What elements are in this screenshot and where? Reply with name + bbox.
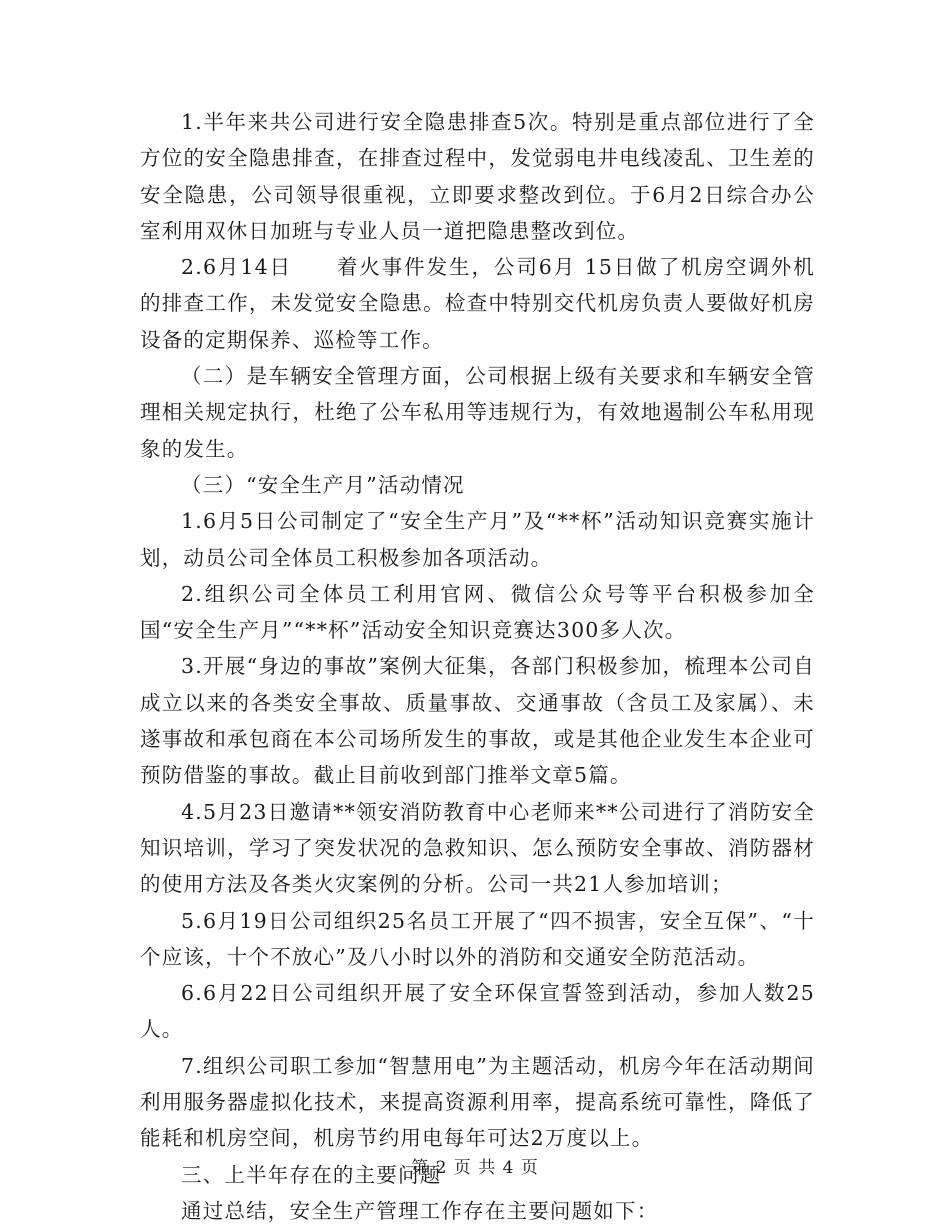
document-body: [140, 104, 815, 1229]
paragraph: 1.半年来共公司进行安全隐患排查5次。特别是重点部位进行了全方位的安全隐患排查，在排查过程中，发觉弱电井电线凌乱、卫生差的安全隐患，公司领导很重视，立即要求整改到位。于6月2日综合办公室利用双休日加班与专业人员一道把隐患整改到位。: [140, 110, 815, 243]
paragraph: 2.6月14日 着火事件发生，公司6月 15日做了机房空调外机的排查工作，未发觉安全隐患。检查中特别交代机房负责人要做好机房设备的定期保养、巡检等工作。: [140, 255, 815, 352]
paragraph: 2.组织公司全体员工利用官网、微信公众号等平台积极参加全国“安全生产月”“**杯”活动安全知识竞赛达300多人次。: [140, 581, 815, 643]
paragraph: 通过总结，安全生产管理工作存在主要问题如下：: [181, 1198, 659, 1223]
paragraph: 6.6月22日公司组织开展了安全环保宣誓签到活动，参加人数25人。: [140, 981, 815, 1042]
page-footer: 第 2 页 共 4 页: [411, 1158, 539, 1178]
paragraph: 5.6月19日公司组织25名员工开展了“四不损害，安全互保”、“十个应该，十个不放心”及八小时以外的消防和交通安全防范活动。: [140, 908, 815, 969]
section-heading: 三、上半年存在的主要问题: [181, 1162, 442, 1187]
section-heading: （三）“安全生产月”活动情况: [181, 472, 465, 497]
paragraph: 7.组织公司职工参加“智慧用电”为主题活动，机房今年在活动期间利用服务器虚拟化技术，来提高资源利用率，提高系统可靠性，降低了能耗和机房空间，机房节约用电每年可达2万度以上。: [140, 1053, 815, 1151]
paragraph: 4.5月23日邀请**领安消防教育中心老师来**公司进行了消防安全知识培训，学习了突发状况的急救知识、怎么预防安全事故、消防器材的使用方法及各类火灾案例的分析。公司一共21人参加培训；: [140, 799, 815, 897]
paragraph: 1.6月5日公司制定了“安全生产月”及“**杯”活动知识竞赛实施计划，动员公司全体员工积极参加各项活动。: [140, 509, 815, 570]
paragraph: 3.开展“身边的事故”案例大征集，各部门积极参加，梳理本公司自成立以来的各类安全事故、质量事故、交通事故（含员工及家属）、未遂事故和承包商在本公司场所发生的事故，或是其他企业发生本企业可预防借鉴的事故。截止目前收到部门推举文章5篇。: [140, 654, 815, 788]
paragraph: （二）是车辆安全管理方面，公司根据上级有关要求和车辆安全管理相关规定执行，杜绝了公车私用等违规行为，有效地遏制公车私用现象的发生。: [140, 364, 815, 461]
